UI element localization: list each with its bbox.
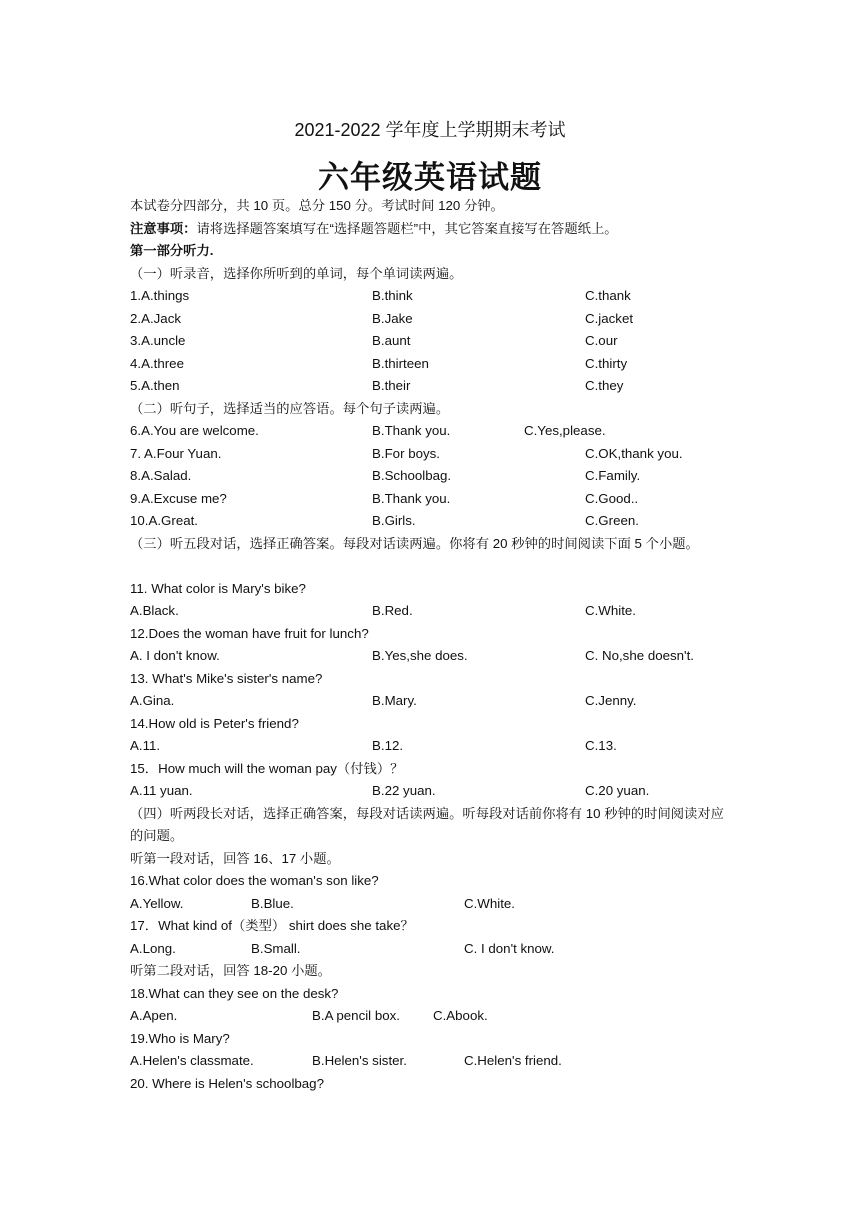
option-a: A. I don't know. <box>130 648 220 663</box>
question-text: 14.How old is Peter's friend? <box>130 715 299 731</box>
option-a: 5.A.then <box>130 378 180 393</box>
section2-instruction: （二）听句子，选择适当的应答语。每个句子读两遍。 <box>130 400 450 416</box>
notice-label: 注意事项： <box>130 220 197 236</box>
option-a: 7. A.Four Yuan. <box>130 445 222 461</box>
question-row <box>130 645 740 668</box>
question-row <box>130 465 740 488</box>
option-b: B.Red. <box>372 603 413 618</box>
option-c: C.Yes,please. <box>524 423 606 438</box>
option-b: B.aunt <box>372 333 411 348</box>
notice <box>130 218 740 241</box>
question-row <box>130 600 740 623</box>
option-b: B.Blue. <box>251 895 294 911</box>
question-text: 17．What kind of（类型） shirt does she take？ <box>130 918 414 933</box>
option-a: 2.A.Jack <box>130 310 181 326</box>
exam-content <box>130 195 740 1095</box>
option-a: A.Helen's classmate. <box>130 1053 254 1068</box>
option-a: A.11 yuan. <box>130 783 193 798</box>
question-row <box>130 510 740 533</box>
question-text: 12.Does the woman have fruit for lunch? <box>130 625 369 641</box>
option-b: B.Helen's sister. <box>312 1053 407 1068</box>
option-c: C.13. <box>585 738 617 753</box>
question-row <box>130 690 740 713</box>
dialog2-heading: 听第二段对话，回答 18-20 小题。 <box>130 963 331 978</box>
question-row <box>130 308 740 331</box>
option-c: C.thirty <box>585 355 628 371</box>
question-row <box>130 443 740 466</box>
option-b: B.thirteen <box>372 355 429 371</box>
question-text: 16.What color does the woman's son like? <box>130 873 379 888</box>
question-row <box>130 938 740 961</box>
option-a: A.11. <box>130 738 161 753</box>
notice-text: 请将选择题答案填写在“选择题答题栏”中，其它答案直接写在答题纸上。 <box>196 220 618 236</box>
option-a: 10.A.Great. <box>130 513 198 528</box>
option-b: B.Thank you. <box>372 423 451 438</box>
section3-instruction: （三）听五段对话，选择正确答案。每段对话读两遍。你将有 20 秒钟的时间阅读下面 5 个小题。 <box>130 535 699 551</box>
option-b: B.think <box>372 288 413 303</box>
option-a: 9.A.Excuse me? <box>130 490 227 506</box>
option-b: B.Yes,she does. <box>372 648 468 663</box>
option-a: A.Gina. <box>130 693 175 708</box>
option-a: 1.A.things <box>130 288 190 303</box>
part1-heading: 第一部分听力. <box>130 243 214 258</box>
dialog1-heading: 听第一段对话，回答 16、17 小题。 <box>130 850 340 866</box>
option-c: C.White. <box>464 895 515 911</box>
option-a: 4.A.three <box>130 355 184 371</box>
option-c: C. No,she doesn't. <box>585 648 694 663</box>
question-text: 13. What's Mike's sister's name? <box>130 670 323 686</box>
option-c: C.Green. <box>585 513 639 528</box>
option-c: C.Abook. <box>433 1008 488 1023</box>
question-row <box>130 1050 740 1073</box>
option-a: A.Black. <box>130 603 179 618</box>
section1-instruction: （一）听录音，选择你所听到的单词，每个单词读两遍。 <box>130 265 463 281</box>
question-row <box>130 285 740 308</box>
question-row <box>130 375 740 398</box>
question-text: 18.What can they see on the desk? <box>130 985 339 1001</box>
question-row <box>130 780 740 803</box>
option-c: C.Helen's friend. <box>464 1053 562 1068</box>
option-b: B.their <box>372 378 411 393</box>
question-row <box>130 353 740 376</box>
option-b: B.12. <box>372 738 404 753</box>
question-text: 19.Who is Mary? <box>130 1030 230 1046</box>
option-a: 6.A.You are welcome. <box>130 423 259 438</box>
option-c: C.OK,thank you. <box>585 445 683 461</box>
option-b: B.Jake <box>372 310 413 326</box>
question-text: 20. Where is Helen's schoolbag? <box>130 1075 324 1091</box>
option-a: A.Apen. <box>130 1008 178 1023</box>
option-a: 8.A.Salad. <box>130 468 192 483</box>
option-c: C.Good.. <box>585 490 639 506</box>
option-c: C.our <box>585 333 618 348</box>
option-c: C.Family. <box>585 468 641 483</box>
option-c: C.they <box>585 378 624 393</box>
option-b: B.22 yuan. <box>372 783 436 798</box>
option-c: C.thank <box>585 288 631 303</box>
question-text: 11. What color is Mary's bike? <box>130 580 306 596</box>
option-c: C. I don't know. <box>464 940 555 956</box>
question-row <box>130 420 740 443</box>
option-c: C.20 yuan. <box>585 783 650 798</box>
question-row <box>130 735 740 758</box>
option-c: C.White. <box>585 603 636 618</box>
option-b: B.Schoolbag. <box>372 468 452 483</box>
question-row <box>130 893 740 916</box>
exam-title: 2021-2022 学年度上学期期末考试 <box>294 120 566 140</box>
option-b: B.Mary. <box>372 693 417 708</box>
option-b: B.For boys. <box>372 445 440 461</box>
option-b: B.Thank you. <box>372 490 451 506</box>
option-b: B.A pencil box. <box>312 1008 400 1023</box>
question-row <box>130 1005 740 1028</box>
question-text: 15．How much will the woman pay（付钱）？ <box>130 760 404 776</box>
section4-instruction: （四）听两段长对话，选择正确答案，每段对话读两遍。听每段对话前你将有 10 秒钟的时间阅读对应的问题。 <box>130 805 724 843</box>
option-a: A.Yellow. <box>130 895 184 911</box>
option-a: A.Long. <box>130 940 176 956</box>
question-row <box>130 488 740 511</box>
option-b: B.Girls. <box>372 513 416 528</box>
option-b: B.Small. <box>251 940 301 956</box>
question-row <box>130 330 740 353</box>
option-c: C.Jenny. <box>585 693 637 708</box>
option-a: 3.A.uncle <box>130 333 186 348</box>
paper-info: 本试卷分四部分，共 10 页。总分 150 分。考试时间 120 分钟。 <box>130 198 504 213</box>
option-c: C.jacket <box>585 310 634 326</box>
paper-title: 六年级英语试题 <box>318 160 542 196</box>
